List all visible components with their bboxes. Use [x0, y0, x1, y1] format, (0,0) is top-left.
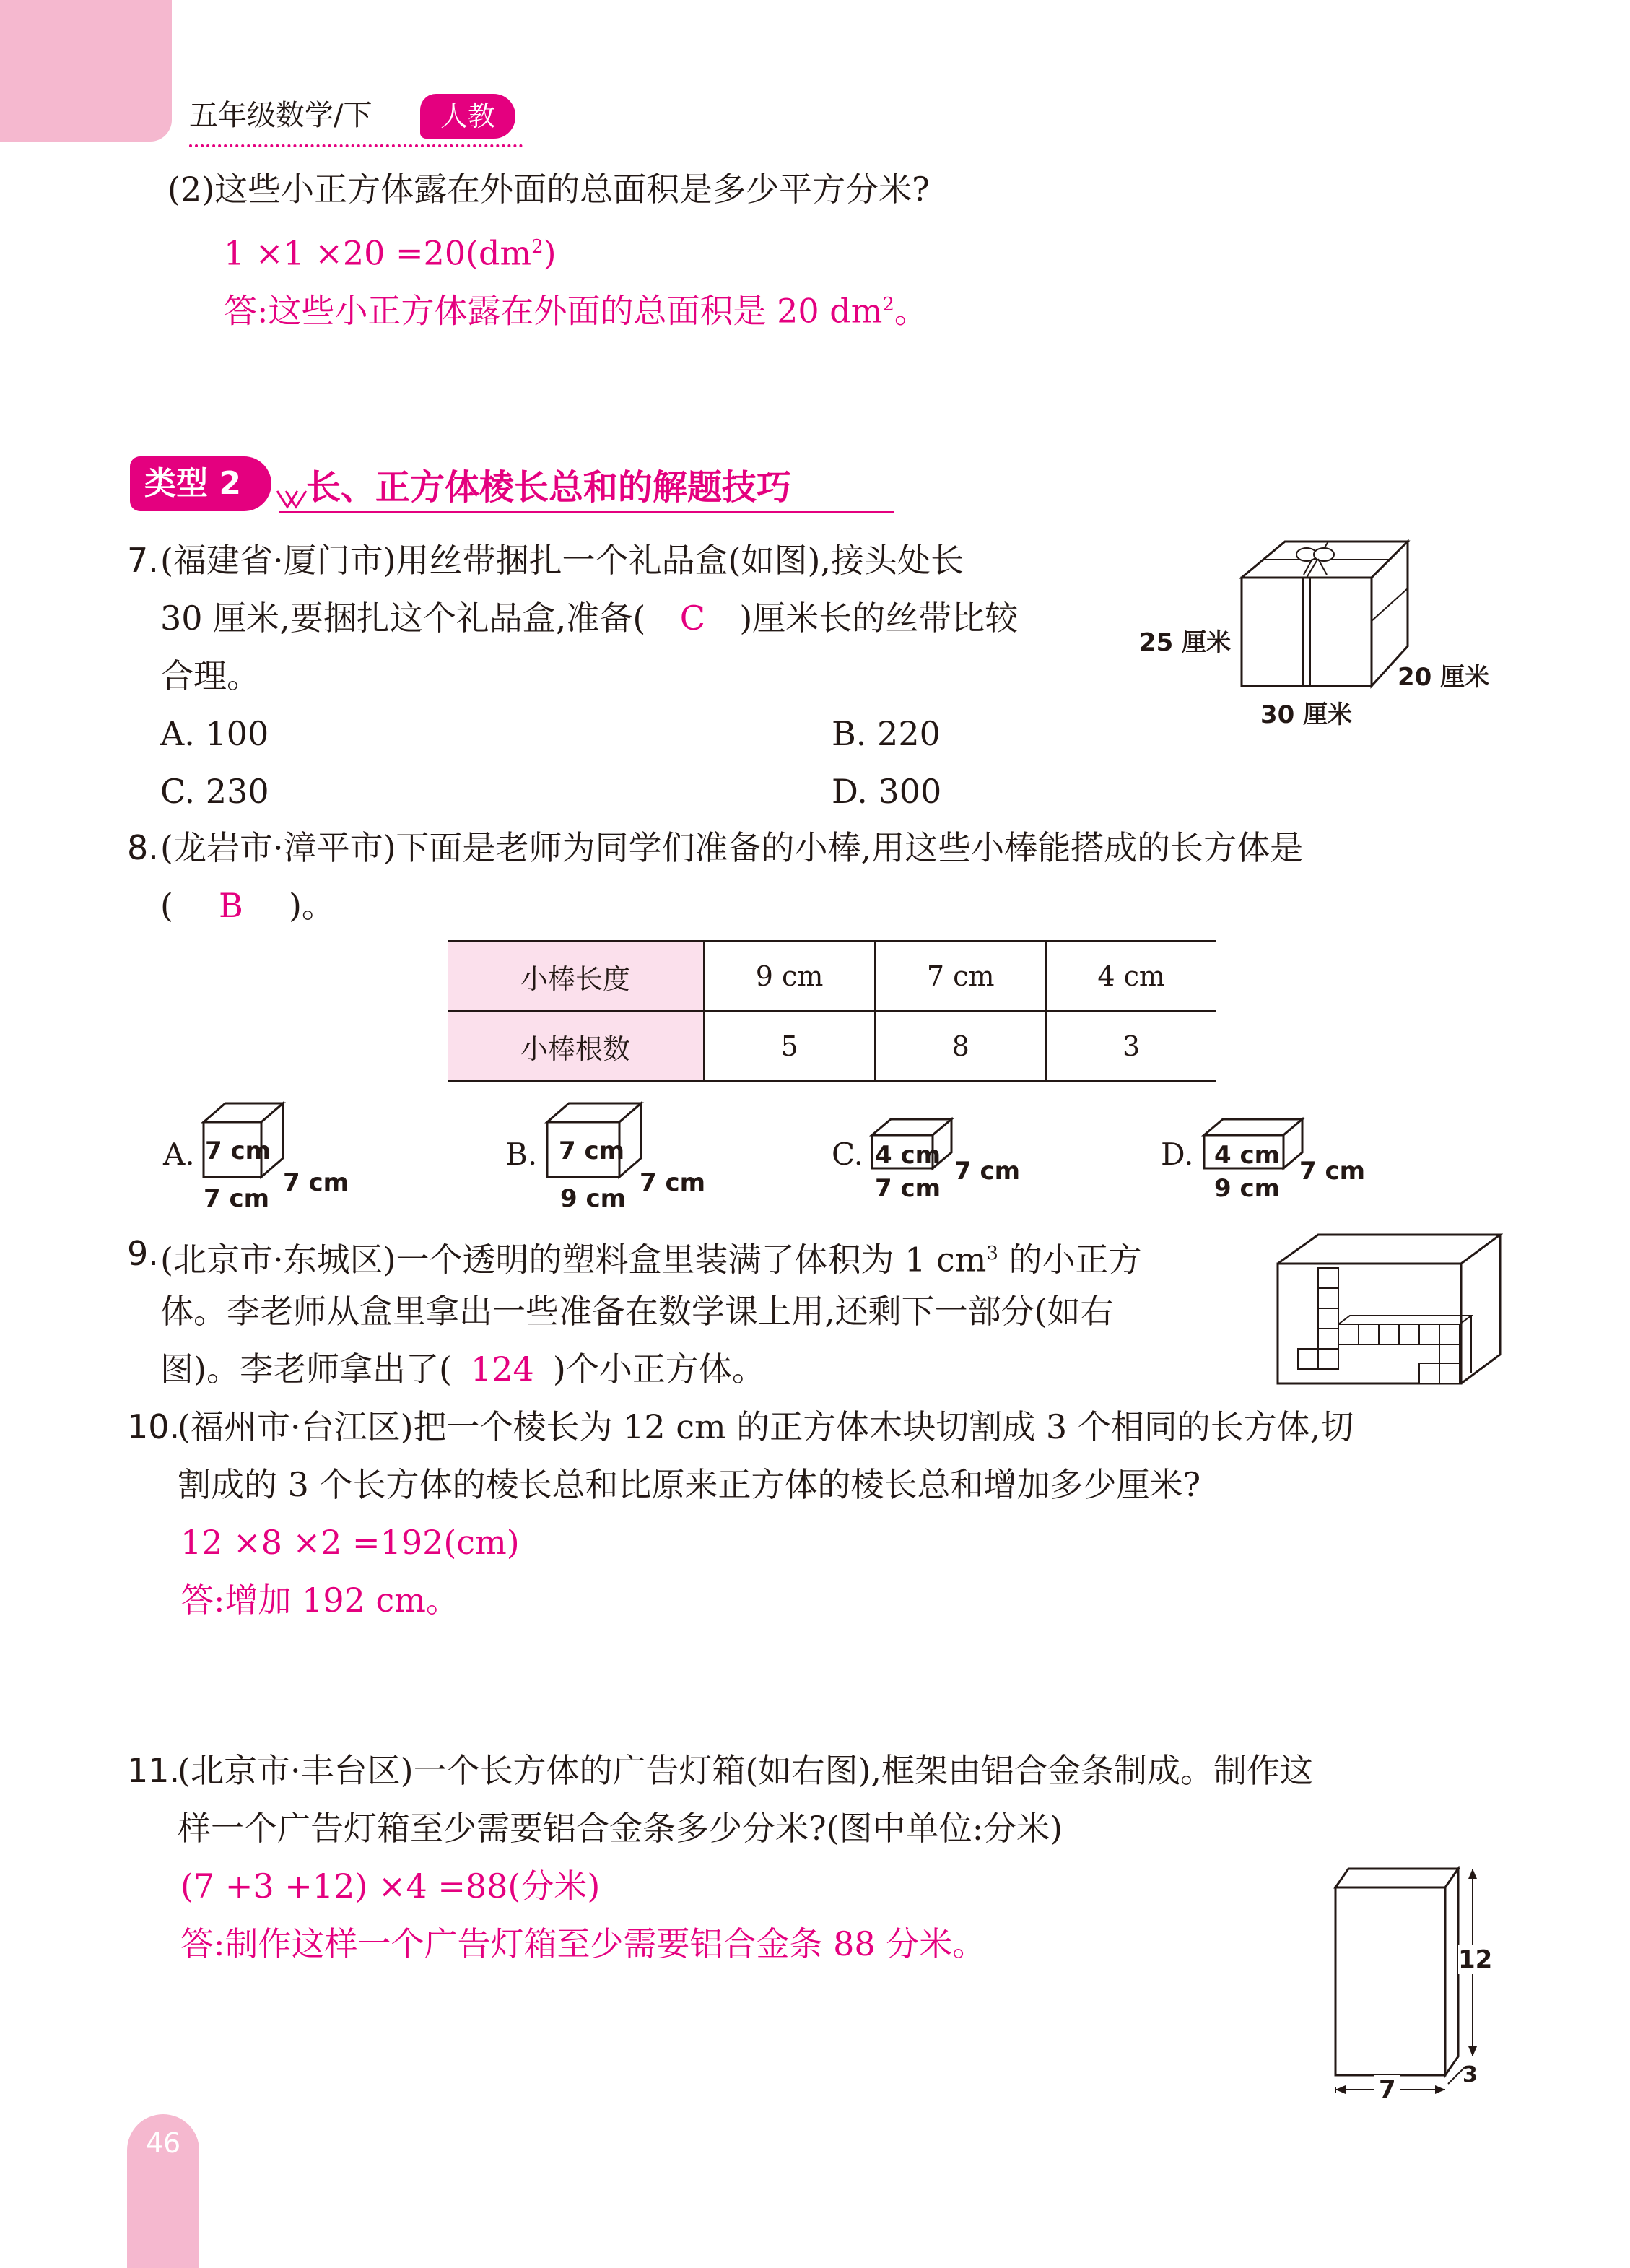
q8-option-b-face: 7 cm: [559, 1137, 625, 1165]
q7-number: 7.: [127, 541, 159, 580]
q9-line1: (北京市·东城区)一个透明的塑料盒里装满了体积为 1 $cm^3$ 的小正方: [160, 1240, 1142, 1279]
q-prev-calc: $1 \times 1 \times 20 =20(dm^2)$: [224, 233, 557, 273]
q8-line2: ( B )。: [160, 877, 335, 934]
q7-option-a: A. 100: [160, 714, 269, 753]
table-row: [448, 1012, 1216, 1082]
table-header-cell: 小棒长度: [448, 942, 704, 1012]
header-divider: [189, 144, 523, 147]
table-header-cell: 小棒根数: [448, 1012, 704, 1082]
q11-line1: (北京市·丰台区)一个长方体的广告灯箱(如右图),框架由铝合金条制成。制作这: [178, 1751, 1314, 1790]
q8-line1: (龙岩市·漳平市)下面是老师为同学们准备的小棒,用这些小棒能搭成的长方体是: [160, 828, 1304, 867]
table-cell: 8: [875, 1012, 1046, 1082]
q8-option-c-bottom: 7 cm: [875, 1174, 941, 1203]
q10-line1: (福州市·台江区)把一个棱长为 12 cm 的正方体木块切割成 3 个相同的长方体,切: [178, 1407, 1354, 1446]
q8-option-c-side: 7 cm: [954, 1157, 1021, 1186]
q11-calc: (7 +3 +12) ×4 =88(分米): [180, 1867, 601, 1906]
header-title: 五年级数学/下: [189, 99, 372, 132]
light-box-width-label: 7: [1374, 2075, 1400, 2104]
q8-option-c-label: C.: [832, 1137, 863, 1172]
q7-option-c: C. 230: [160, 772, 269, 811]
q9-line3: 图)。李老师拿出了( 124 )个小正方体。: [160, 1340, 765, 1398]
q8-option-c-face: 4 cm: [875, 1141, 941, 1170]
gift-box-width-label: 30 厘米: [1260, 700, 1353, 729]
table-cell: 5: [704, 1012, 875, 1082]
q8-number: 8.: [127, 828, 159, 867]
light-box-height-label: 12: [1458, 1945, 1493, 1974]
q11-number: 11.: [127, 1751, 180, 1790]
gift-box-height-label: 25 厘米: [1139, 628, 1232, 657]
table-cell: 9 cm: [704, 942, 875, 1012]
q9-line2: 体。李老师从盒里拿出一些准备在数学课上用,还剩下一部分(如右: [160, 1292, 1114, 1331]
section-title: 长、正方体棱长总和的解题技巧: [306, 467, 792, 508]
section-arrow-icon: [276, 485, 308, 514]
q8-option-b-bottom: 9 cm: [560, 1184, 627, 1213]
header-badge: 人教: [420, 94, 515, 139]
light-box-depth-label: 3: [1463, 2062, 1478, 2087]
q10-number: 10.: [127, 1407, 180, 1446]
q8-option-b-label: B.: [505, 1137, 538, 1172]
page-number: 46: [145, 2127, 181, 2159]
q-prev-question: (2)这些小正方体露在外面的总面积是多少平方分米?: [167, 170, 930, 209]
q7-option-b: B. 220: [832, 714, 941, 753]
corner-tab: [0, 0, 172, 142]
q7-line3: 合理。: [160, 656, 260, 695]
q7-option-d: D. 300: [832, 772, 942, 811]
light-box-figure: [1328, 1866, 1516, 2097]
stick-table: [448, 940, 1216, 1082]
q9-number: 9.: [127, 1234, 159, 1273]
section-tag: 类型 2: [130, 456, 271, 511]
q8-option-d-bottom: 9 cm: [1214, 1174, 1281, 1203]
q10-line2: 割成的 3 个长方体的棱长总和比原来正方体的棱长总和增加多少厘米?: [178, 1465, 1201, 1504]
q8-answer: B: [219, 886, 243, 925]
q8-option-d-face: 4 cm: [1214, 1141, 1281, 1170]
q8-option-d-label: D.: [1161, 1137, 1194, 1172]
section-underline: [279, 511, 894, 513]
table-row: [448, 942, 1216, 1012]
table-cell: 7 cm: [875, 942, 1046, 1012]
q8-option-a-label: A.: [163, 1137, 195, 1172]
table-cell: 4 cm: [1046, 942, 1216, 1012]
q8-option-a-bottom: 7 cm: [204, 1184, 270, 1213]
q7-answer: C: [679, 599, 705, 638]
q9-answer: 124: [471, 1350, 534, 1389]
gift-box-figure: [1234, 534, 1422, 693]
q11-answer: 答:制作这样一个广告灯箱至少需要铝合金条 88 分米。: [180, 1924, 986, 1963]
q-prev-answer: 答:这些小正方体露在外面的总面积是 20 $dm^2$。: [224, 291, 928, 331]
q8-option-a-face: 7 cm: [205, 1137, 271, 1165]
q11-line2: 样一个广告灯箱至少需要铝合金条多少分米?(图中单位:分米): [178, 1809, 1063, 1848]
q8-option-d-side: 7 cm: [1299, 1157, 1366, 1186]
q8-option-b-side: 7 cm: [640, 1168, 706, 1197]
q8-option-a-side: 7 cm: [283, 1168, 349, 1197]
q7-line1: (福建省·厦门市)用丝带捆扎一个礼品盒(如图),接头处长: [160, 541, 964, 580]
q7-line2: 30 厘米,要捆扎这个礼品盒,准备( C )厘米长的丝带比较: [160, 589, 1018, 647]
table-cell: 3: [1046, 1012, 1216, 1082]
gift-box-depth-label: 20 厘米: [1398, 663, 1490, 692]
transparent-box-figure: [1275, 1232, 1503, 1386]
q10-answer: 答:增加 192 cm。: [180, 1581, 459, 1620]
q10-calc: 12 ×8 ×2 =192(cm): [180, 1523, 520, 1562]
